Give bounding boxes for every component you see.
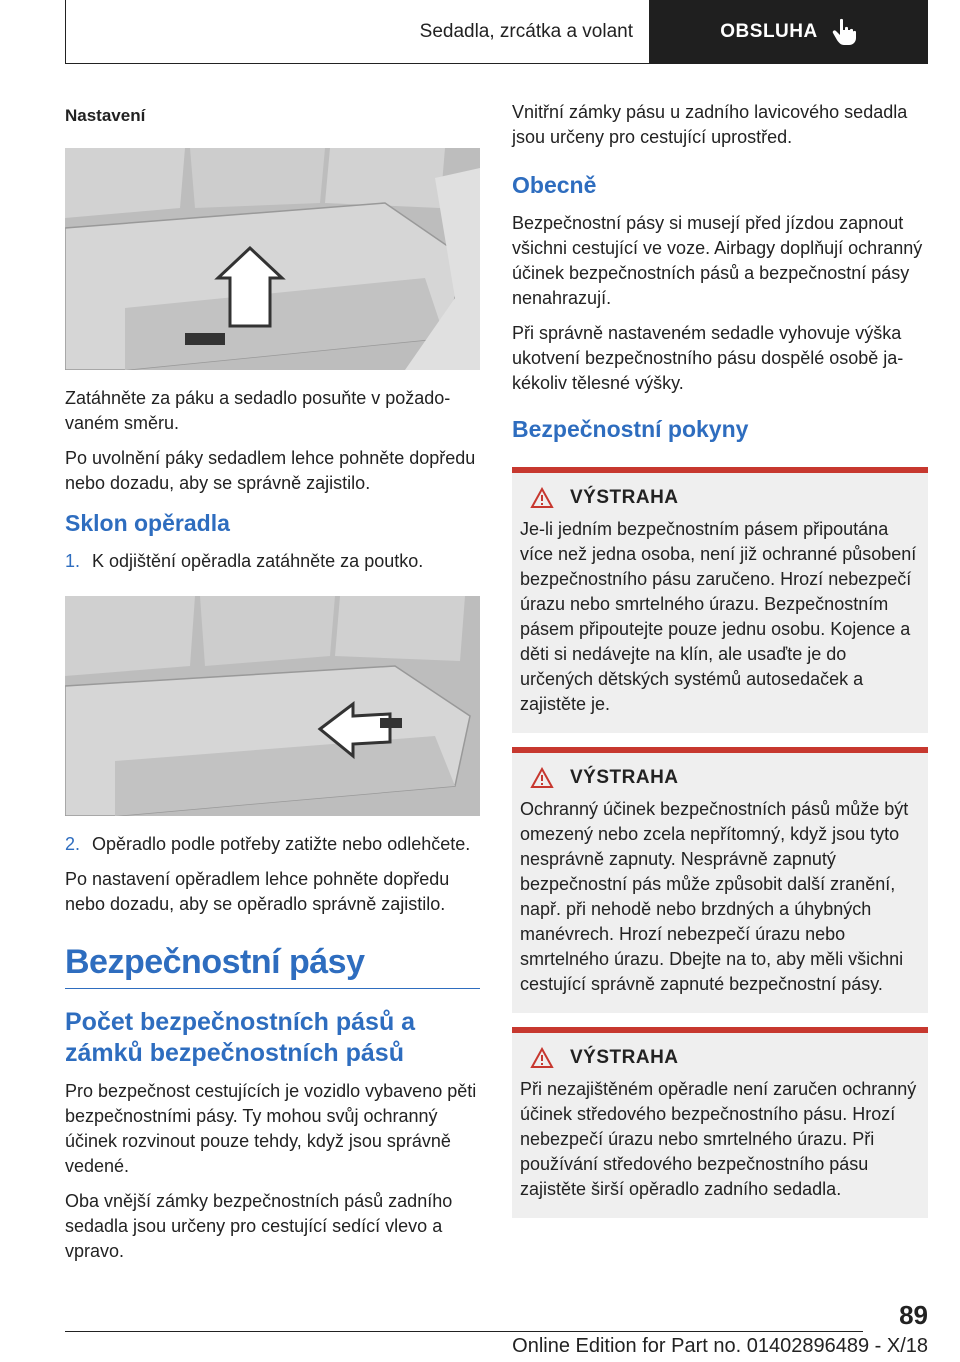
right-column — [512, 100, 928, 1232]
section-title: Sedadla, zrcátka a volant — [419, 20, 633, 42]
step-number: 1. — [65, 551, 81, 571]
warning-title: VÝSTRAHA — [570, 1047, 679, 1068]
heading-sklon-operadla: Sklon opěradla — [65, 510, 230, 536]
backrest-illustration — [65, 596, 480, 816]
header-section — [65, 0, 650, 64]
warning-title: VÝSTRAHA — [570, 767, 679, 788]
hand-pointer-icon — [832, 18, 858, 46]
warning-text: Je-li jedním bezpečnostním pásem připoutána více než jedna osoba, není již ochranné působení bezpečnostního pásu zaručeno. Hrozí nebezpečí úrazu nebo smrtelného úrazu. Bezpečnostním pásem připoutejte pouze jednu osobu. Kojence a děti si nedávejte na klín, ale usaďte je do určených dětských systémů autosedaček a zajistěte je. — [520, 519, 917, 714]
list-item — [65, 549, 480, 574]
warning-title: VÝSTRAHA — [570, 487, 679, 508]
step-text: Opěradlo podle potřeby zatižte nebo odlehčete. — [92, 834, 471, 854]
warning-triangle-icon — [530, 767, 554, 789]
heading-pocet-pasu: Počet bezpečnostních pásů a zámků bezpečnostních pásů — [65, 1008, 416, 1067]
seat-adjust-figure — [65, 148, 480, 370]
warning-text: Ochranný účinek bezpečnostních pásů může být omezený nebo zcela nepřítomný, když jsou tyto nesprávně zapnuty. Nesprávně zapnutý bezpečnostní pás může způsobit další zranění, např. při nehodě nebo brzdných a úhybných manévrech. Hrozí nebezpečí úrazu nebo smrtelného úrazu. Dbejte na to, aby měli všichni cestující správně zapnuté bezpečnostní pásy. — [520, 799, 909, 994]
warning-box — [512, 467, 928, 733]
heading-bezpecnostni-pokyny: Bezpečnostní pokyny — [512, 416, 749, 442]
backrest-figure — [65, 596, 480, 816]
warning-box — [512, 747, 928, 1013]
step-text: K odjištění opěradla zatáhněte za poutko. — [92, 551, 424, 571]
footer-edition: Online Edition for Part no. 01402896489 - X/18 — [512, 1335, 928, 1357]
warning-triangle-icon — [530, 1047, 554, 1069]
paragraph: Po nastavení opěradlem lehce pohněte dopředu nebo dozadu, aby se opěradlo správně zajistilo. — [65, 869, 450, 914]
heading-bezpecnostni-pasy: Bezpečnostní pásy — [65, 943, 480, 989]
warning-text: Při nezajištěném opěradle není zaručen ochranný účinek středového bezpečnostního pásu. Hrozí nebezpečí úrazu nebo smrtelného úrazu. Při používání středového bezpečnostního pásu zajistěte širší opěradlo zadního sedadla. — [520, 1079, 917, 1199]
page-number: 89 — [899, 1300, 928, 1330]
paragraph: Při správně nastaveném sedadle vyhovuje výška ukotvení bezpečnostního pásu dospělé osobě jakékoliv tělesné výšky. — [512, 323, 904, 393]
header-chapter — [650, 0, 928, 64]
heading-obecne: Obecně — [512, 172, 597, 198]
chapter-title: OBSLUHA — [720, 20, 818, 42]
paragraph: Vnitřní zámky pásu u zadního lavicového sedadla jsou určeny pro cestující uprostřed. — [512, 102, 908, 147]
warning-box — [512, 1027, 928, 1218]
rear-seat-illustration — [65, 148, 480, 370]
paragraph: Bezpečnostní pásy si musejí před jízdou zapnout všichni cestující ve voze. Airbagy doplňují ochranný účinek bezpečnostních pásů a bezpečnostní pásy nenahrazují. — [512, 213, 923, 308]
warning-triangle-icon — [530, 487, 554, 509]
paragraph: Zatáhněte za páku a sedadlo posuňte v požadovaném směru. — [65, 388, 451, 433]
list-item — [65, 832, 480, 857]
left-column — [65, 100, 480, 1274]
label-nastaveni: Nastavení — [65, 106, 146, 125]
footer-divider — [65, 1331, 863, 1332]
step-number: 2. — [65, 834, 81, 854]
paragraph: Pro bezpečnost cestujících je vozidlo vybaveno pěti bezpečnostními pásy. Ty mohou svůj ochranný účinek rozvinout pouze tehdy, když jsou správně vedené. — [65, 1081, 477, 1176]
paragraph: Po uvolnění páky sedadlem lehce pohněte dopředu nebo dozadu, aby se správně zajistilo. — [65, 448, 476, 493]
paragraph: Oba vnější zámky bezpečnostních pásů zadního sedadla jsou určeny pro cestující sedící vlevo a vpravo. — [65, 1191, 453, 1261]
